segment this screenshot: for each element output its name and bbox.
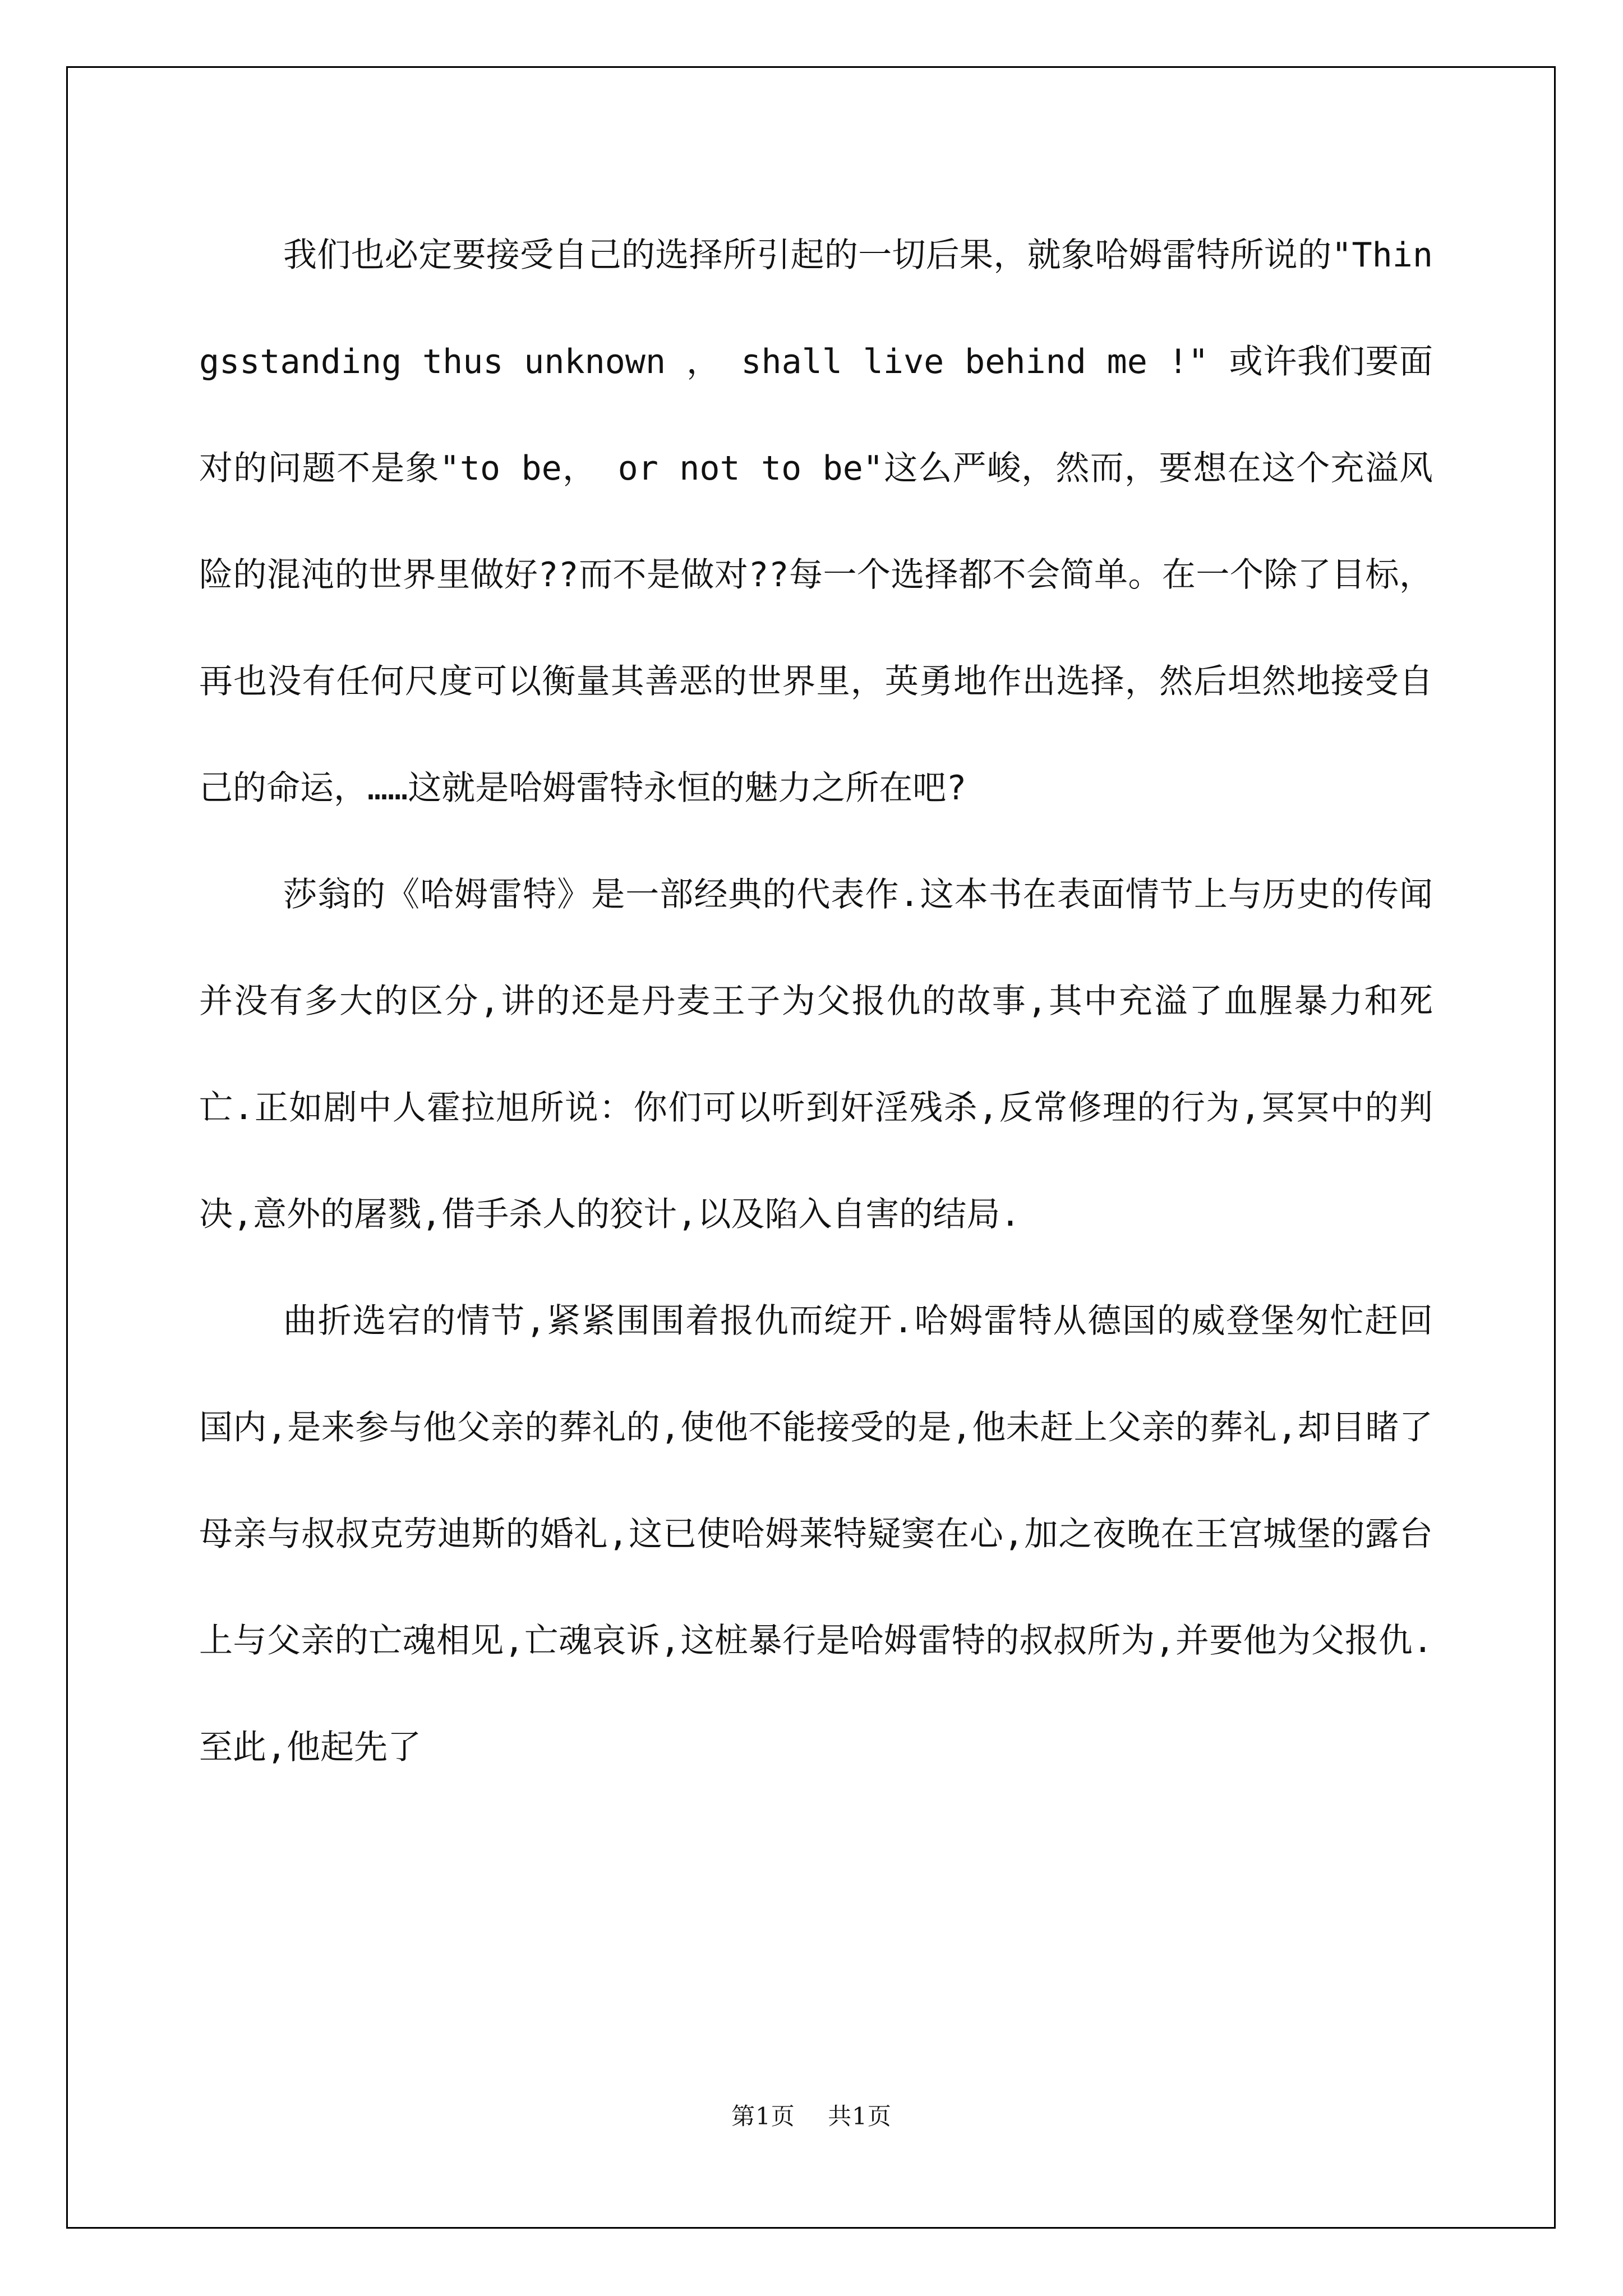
paragraph-2: 莎翁的《哈姆雷特》是一部经典的代表作.这本书在表面情节上与历史的传闻并没有多大的区分,讲的还是丹麦王子为父报仇的故事,其中充溢了血腥暴力和死亡.正如剧中人霍拉旭所说：你们可以听到奸淫残杀,反常修理的行为,冥冥中的判决,意外的屠戮,借手杀人的狡计,以及陷入自害的结局. [199, 875, 1433, 1234]
page-footer [0, 2098, 1623, 2132]
document-body [199, 202, 1433, 1801]
paragraph-3: 曲折选宕的情节,紧紧围围着报仇而绽开.哈姆雷特从德国的威登堡匆忙赶回国内,是来参与他父亲的葬礼的,使他不能接受的是,他未赶上父亲的葬礼,却目睹了母亲与叔叔克劳迪斯的婚礼,这已使哈姆莱特疑窦在心,加之夜晚在王宫城堡的露台上与父亲的亡魂相见,亡魂哀诉,这桩暴行是哈姆雷特的叔叔所为,并要他为父报仇.至此,他起先了 [199, 1301, 1433, 1767]
paragraph-1: 我们也必定要接受自己的选择所引起的一切后果，就象哈姆雷特所说的"Thingsstanding thus unknown ， shall live behind me !" 或许我们要面对的问题不是象"to be， or not to be"这么严峻，然而，要想在这个充溢风险的混沌的世界里做好??而不是做对??每一个选择都不会简单。在一个除了目标，再也没有任何尺度可以衡量其善恶的世界里，英勇地作出选择，然后坦然地接受自己的命运，……这就是哈姆雷特永恒的魅力之所在吧? [199, 236, 1433, 808]
page-number: 第1页 [731, 2102, 795, 2130]
page-total: 共1页 [828, 2102, 892, 2130]
